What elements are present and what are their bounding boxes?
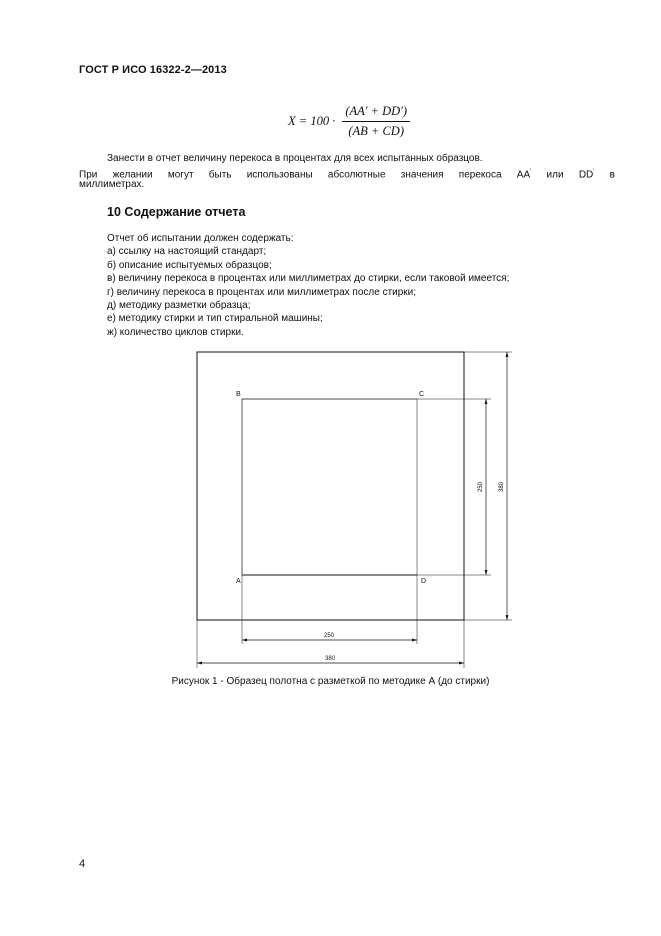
corner-label-b: B xyxy=(236,391,241,398)
paragraph-absolute-values-part-2: или DD xyxy=(531,169,594,181)
section-heading: 10 Содержание отчета xyxy=(107,205,246,219)
paragraph-absolute-values-part-1: При желании могут быть использованы абсолютные значения перекоса АА xyxy=(79,169,531,181)
prime-mark: ' xyxy=(593,169,595,175)
paragraph-millimeters: миллиметрах. xyxy=(79,179,145,190)
prime-mark: ' xyxy=(530,169,532,175)
figure-caption: Рисунок 1 - Образец полотна с разметкой по методике А (до стирки) xyxy=(171,676,490,687)
list-item: а) ссылку на настоящий стандарт; xyxy=(107,246,267,258)
dimension-label-inner-horizontal: 250 xyxy=(323,633,335,639)
dimension-label-outer-vertical: 380 xyxy=(499,481,505,493)
dimension-label-outer-horizontal: 380 xyxy=(324,656,336,662)
list-item: б) описание испытуемых образцов; xyxy=(107,259,272,271)
paragraph-report-percent: Занести в отчет величину перекоса в процентах для всех испытанных образцов. xyxy=(107,153,483,164)
list-intro: Отчет об испытании должен содержать: xyxy=(107,233,294,244)
formula-lhs: X = 100 · xyxy=(288,114,336,128)
formula-numerator: (AA' + DD') xyxy=(342,104,410,122)
page-number: 4 xyxy=(79,858,86,870)
corner-label-a: A xyxy=(236,578,241,585)
formula-denominator: (AB + CD) xyxy=(348,124,404,138)
dimension-label-inner-vertical: 250 xyxy=(478,481,484,493)
list-item: е) методику стирки и тип стиральной машины; xyxy=(107,313,323,325)
list-item: д) методику разметки образца; xyxy=(107,300,251,312)
list-item: в) величину перекоса в процентах или миллиметрах до стирки, если таковой имеется; xyxy=(107,273,510,285)
paragraph-absolute-values-part-3: в xyxy=(594,169,615,181)
list-item: ж) количество циклов стирки. xyxy=(107,326,244,338)
corner-label-c: C xyxy=(419,391,425,398)
corner-label-d: D xyxy=(421,578,427,585)
list-item: г) величину перекоса в процентах или миллиметрах после стирки; xyxy=(107,286,417,298)
document-header: ГОСТ Р ИСО 16322-2—2013 xyxy=(79,64,227,76)
